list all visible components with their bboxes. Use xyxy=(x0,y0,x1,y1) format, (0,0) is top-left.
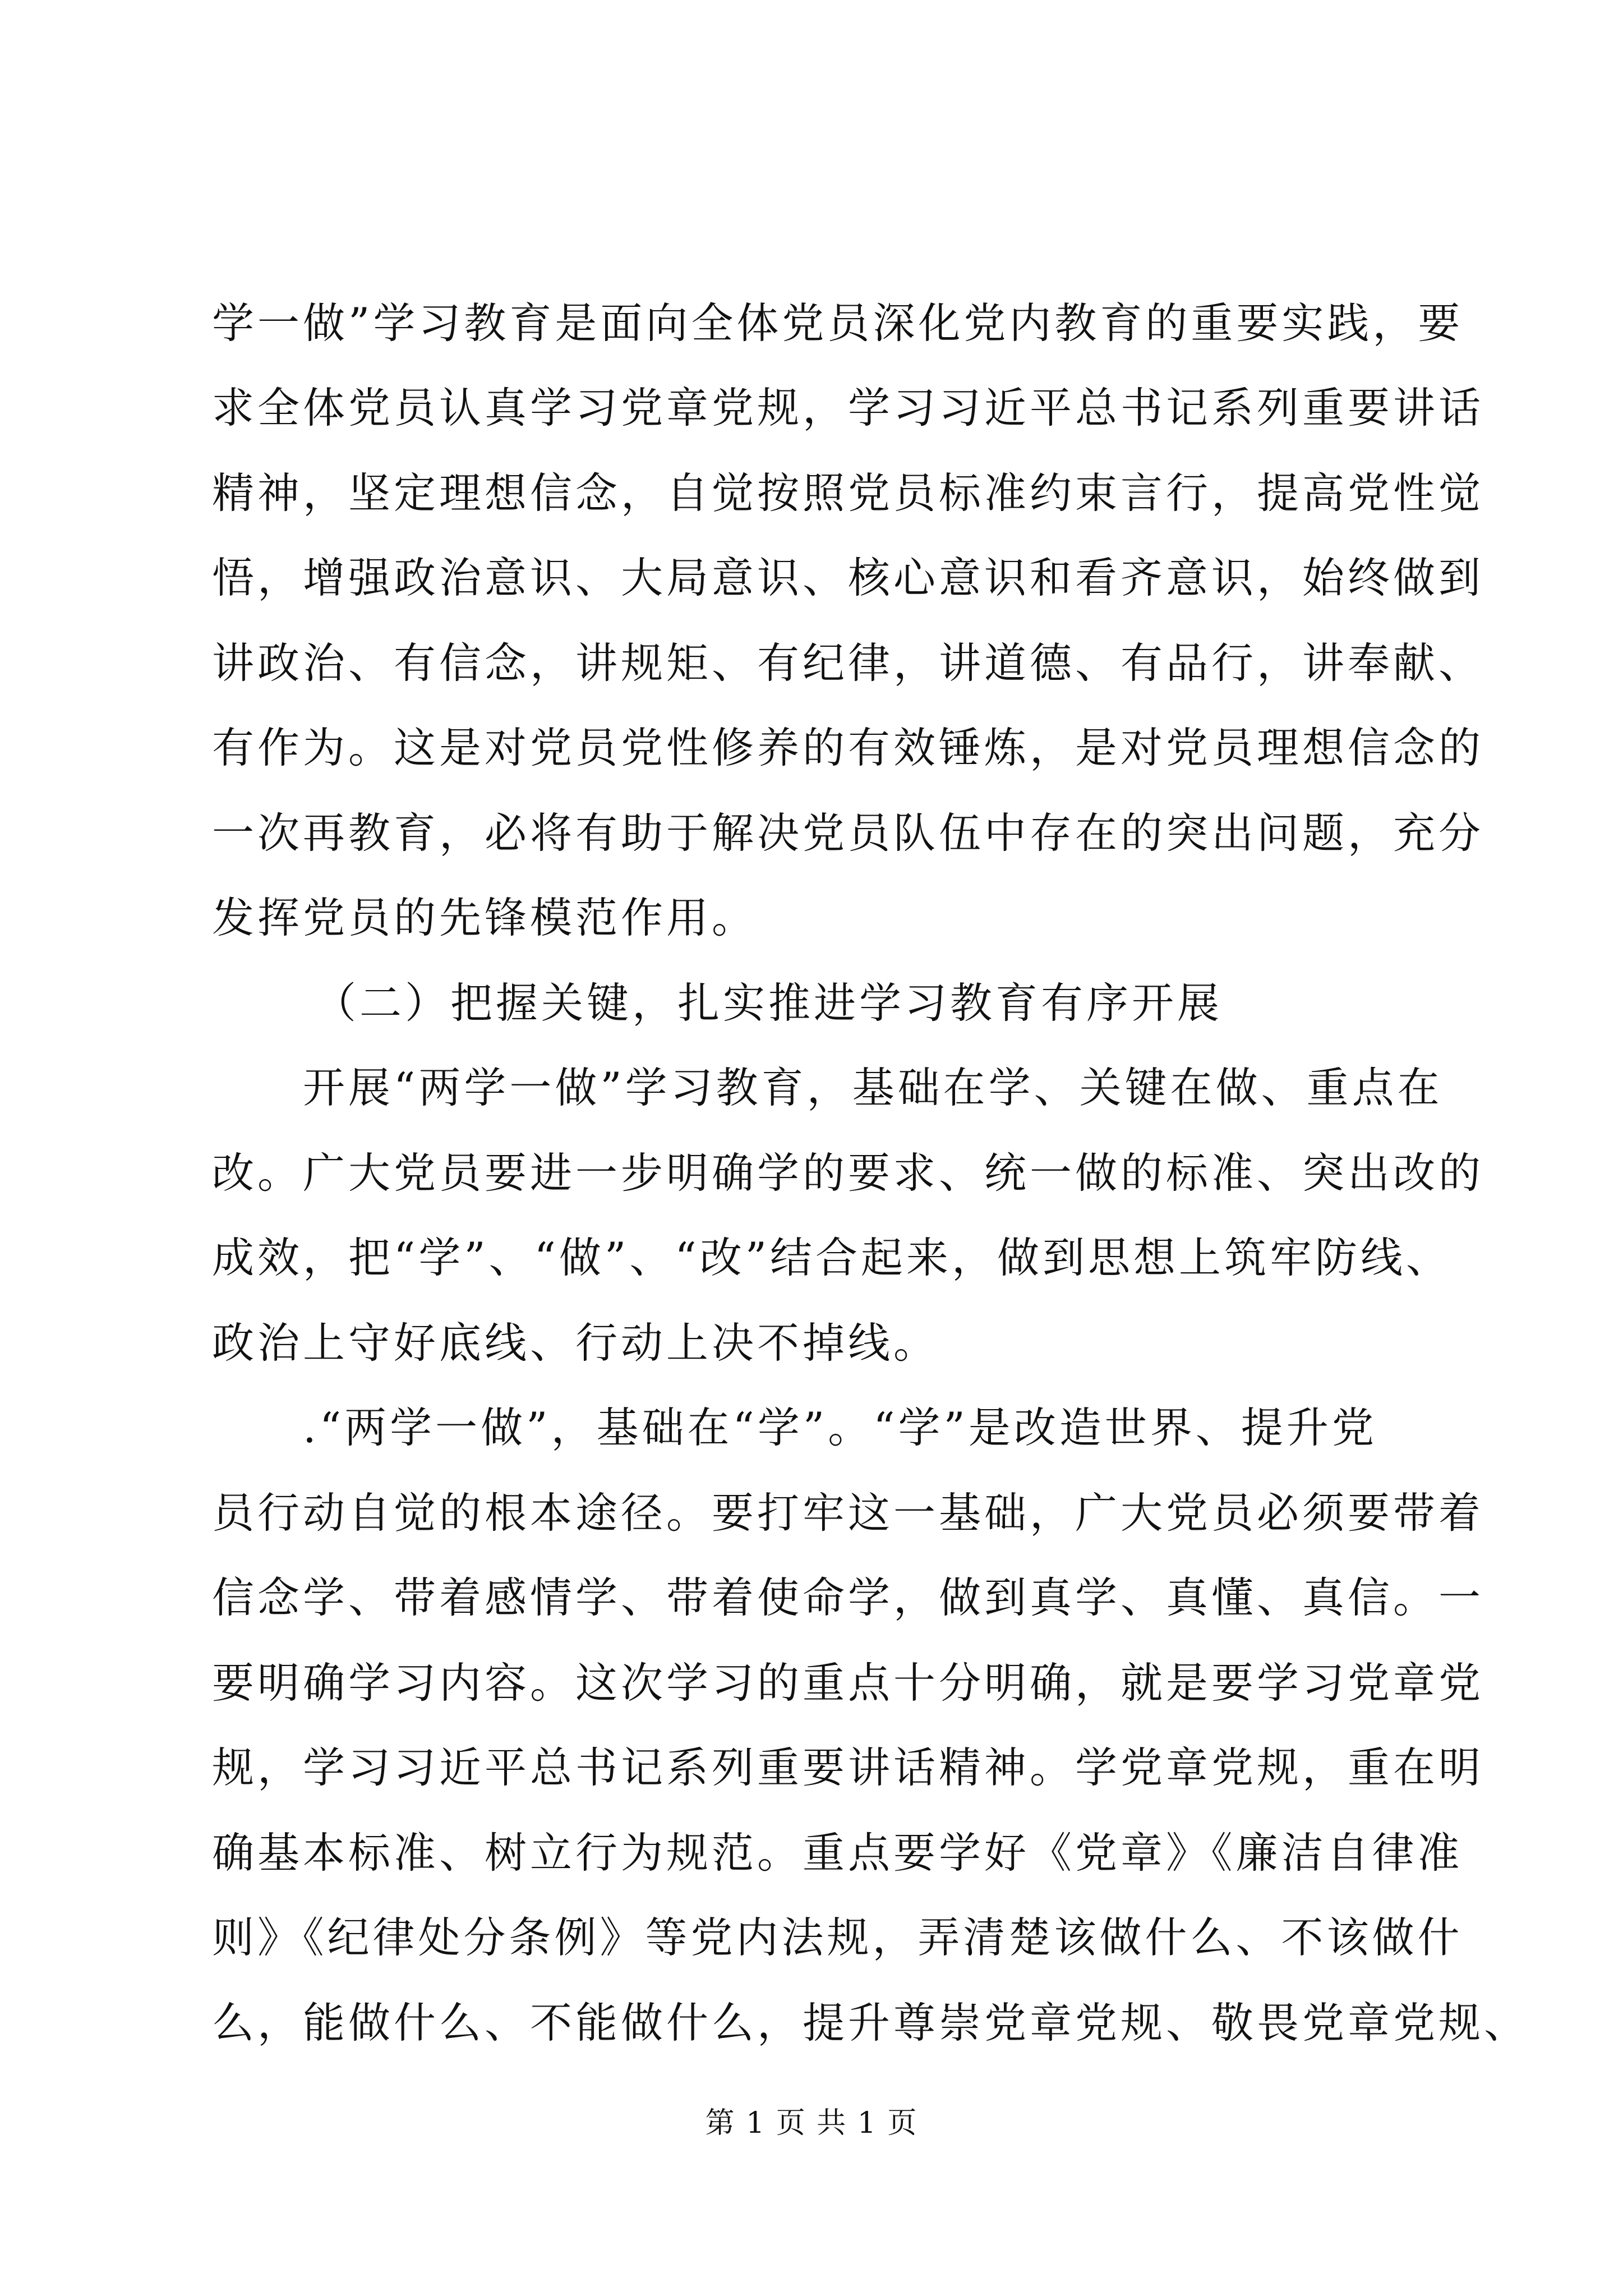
paragraph-line: 员行动自觉的根本途径。要打牢这一基础，广大党员必须要带着 xyxy=(212,1488,1484,1538)
paragraph-line: 精神，坚定理想信念，自觉按照党员标准约束言行，提高党性觉 xyxy=(212,468,1484,518)
paragraph-line: 规，学习习近平总书记系列重要讲话精神。学党章党规，重在明 xyxy=(212,1743,1484,1792)
paragraph-line: 一次再教育，必将有助于解决党员队伍中存在的突出问题，充分 xyxy=(212,808,1484,858)
paragraph-line: 则》《纪律处分条例》等党内法规，弄清楚该做什么、不该做什 xyxy=(212,1913,1463,1962)
paragraph-line: 发挥党员的先锋模范作用。 xyxy=(212,893,758,942)
paragraph-line: 确基本标准、树立行为规范。重点要学好《党章》《廉洁自律准 xyxy=(212,1828,1463,1878)
paragraph-line: 讲政治、有信念，讲规矩、有纪律，讲道德、有品行，讲奉献、 xyxy=(212,638,1484,688)
paragraph-line: 悟，增强政治意识、大局意识、核心意识和看齐意识，始终做到 xyxy=(212,553,1484,602)
page-number-footer: 第 1 页 共 1 页 xyxy=(705,2106,918,2140)
paragraph-line: 开展“两学一做”学习教育，基础在学、关键在做、重点在 xyxy=(303,1063,1443,1112)
paragraph-line: 成效，把“学”、“做”、“改”结合起来，做到思想上筑牢防线、 xyxy=(212,1233,1452,1282)
paragraph-line: 学一做”学习教育是面向全体党员深化党内教育的重要实践，要 xyxy=(212,298,1464,348)
paragraph-line: .“两学一做”，基础在“学”。“学”是改造世界、提升党 xyxy=(303,1403,1377,1452)
paragraph-line: 求全体党员认真学习党章党规，学习习近平总书记系列重要讲话 xyxy=(212,383,1484,432)
paragraph-line: 有作为。这是对党员党性修养的有效锤炼，是对党员理想信念的 xyxy=(212,723,1484,772)
paragraph-line: 改。广大党员要进一步明确学的要求、统一做的标准、突出改的 xyxy=(212,1148,1484,1198)
paragraph-line: 么，能做什么、不能做什么，提升尊崇党章党规、敬畏党章党规、 xyxy=(212,1998,1530,2047)
paragraph-line: 政治上守好底线、行动上决不掉线。 xyxy=(212,1318,939,1368)
paragraph-line: 信念学、带着感情学、带着使命学，做到真学、真懂、真信。一 xyxy=(212,1573,1484,1622)
paragraph-line: 要明确学习内容。这次学习的重点十分明确，就是要学习党章党 xyxy=(212,1658,1484,1708)
section-heading: （二）把握关键，扎实推进学习教育有序开展 xyxy=(314,978,1223,1028)
